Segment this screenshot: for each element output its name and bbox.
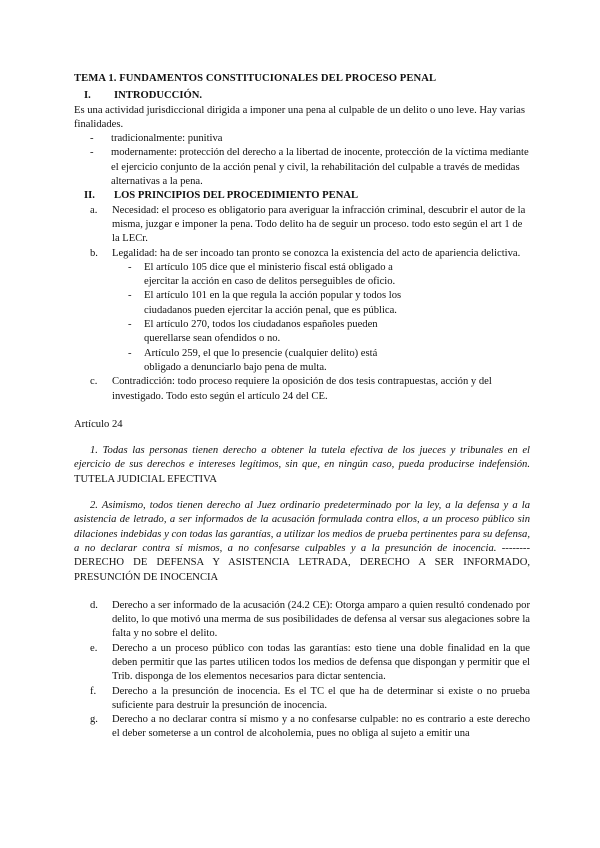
document-page xyxy=(74,72,530,742)
section-number: II. xyxy=(84,190,95,202)
section-heading-intro xyxy=(74,89,530,103)
dash-bullet: - xyxy=(128,347,132,359)
section-title: INTRODUCCIÓN. xyxy=(114,90,202,102)
section-heading-principles xyxy=(74,189,530,203)
dash-bullet: - xyxy=(90,147,94,159)
section-number: I. xyxy=(84,90,91,102)
principle-item: f. Derecho a la presunción de inocencia. Es el TC el que ha de determinar si existe o no prueba suficiente para destruir la presunción de inocencia. xyxy=(90,685,530,711)
doc-title: TEMA 1. FUNDAMENTOS CONSTITUCIONALES DEL PROCESO PENAL xyxy=(74,73,437,84)
dash-bullet: - xyxy=(128,261,132,273)
principle-item: a. Necesidad: el proceso es obligatorio para averiguar la infracción criminal, descubrir el autor de la misma, juzgar e imponer la pena. Todo delito ha de seguir un proceso. todo esto según el art 1 de la LECr. xyxy=(90,204,526,245)
sub-list-item: - El artículo 270, todos los ciudadanos españoles pueden querellarse sean ofendidos o no. xyxy=(74,318,530,347)
dash-bullet: - xyxy=(128,319,132,331)
article-quote-1: 1. Todas las personas tienen derecho a obtener la tutela efectiva de los jueces y tribunales en el ejercicio de sus derechos e intereses legítimos, sin que, en ningún caso, pueda producirse indefensión. TUTELA JUDICIAL EFECTIVA xyxy=(74,445,530,485)
sub-list-item: - El artículo 105 dice que el ministerio fiscal está obligado a ejercitar la acción en caso de delitos perseguibles de oficio. xyxy=(74,261,530,290)
principle-item: e. Derecho a un proceso público con todas las garantías: esto tiene una doble finalidad en la que deben permitir que las partes utilicen todos los medios de defensa que dispongan y permitir que el Trib. disponga de los elementos necesarios para dictar sentencia. xyxy=(90,642,530,683)
dash-bullet: - xyxy=(128,290,132,302)
list-item: - tradicionalmente: punitiva xyxy=(74,132,530,146)
section-title: LOS PRINCIPIOS DEL PROCEDIMIENTO PENAL xyxy=(114,190,359,202)
principle-item: d. Derecho a ser informado de la acusación (24.2 CE): Otorga amparo a quien resultó condenado por delito, lo que motivó una merma de sus posibilidades de defensa al versar sus alegaciones sobre la falta y no sobre el delito. xyxy=(90,599,530,640)
intro-paragraph: Es una actividad jurisdiccional dirigida a imponer una pena al culpable de un delito o uno leve. Hay varias finalidades. xyxy=(74,104,525,130)
principle-item: g. Derecho a no declarar contra sí mismo y a no confesarse culpable: no es contrario a este derecho el deber someterse a un control de alcoholemia, pues no obliga al sujeto a emitir una xyxy=(90,714,530,740)
article-heading: Artículo 24 xyxy=(74,418,123,430)
dash-bullet: - xyxy=(90,133,94,145)
sub-list-item: - El artículo 101 en la que regula la acción popular y todos los ciudadanos pueden ejercitar la acción penal, que es pública. xyxy=(74,289,530,318)
list-item: - modernamente: protección del derecho a la libertad de inocente, protección de la víctima mediante el ejercicio conjunto de la acción penal y civil, la rehabilitación del culpable a través de medidas alternativas a la pena. xyxy=(74,146,530,189)
article-quote-2: 2. Asimismo, todos tienen derecho al Juez ordinario predeterminado por la ley, a la defensa y a la asistencia de letrado, a ser informados de la acusación formulada contra ellos, a un proceso público sin dilaciones indebidas y con todas las garantías, a utilizar los medios de prueba pertinentes para su defensa, a no declarar contra sí mismos, a no confesarse culpables y a la presunción de inocencia. -------- DERECHO DE DEFENSA Y ASISTENCIA LETRADA, DERECHO A SER INFORMADO, PRESUNCIÓN DE INOCENCIA xyxy=(74,500,530,583)
principle-item: b. Legalidad: ha de ser incoado tan pronto se conozca la existencia del acto de apariencia delictiva. xyxy=(90,247,521,259)
principle-item: c. Contradicción: todo proceso requiere la oposición de dos tesis contrapuestas, acción y del investigado. Todo esto según el artículo 24 del CE. xyxy=(90,376,492,402)
sub-list-item: - Artículo 259, el que lo presencie (cualquier delito) está obligado a denunciarlo bajo pena de multa. xyxy=(74,347,530,376)
